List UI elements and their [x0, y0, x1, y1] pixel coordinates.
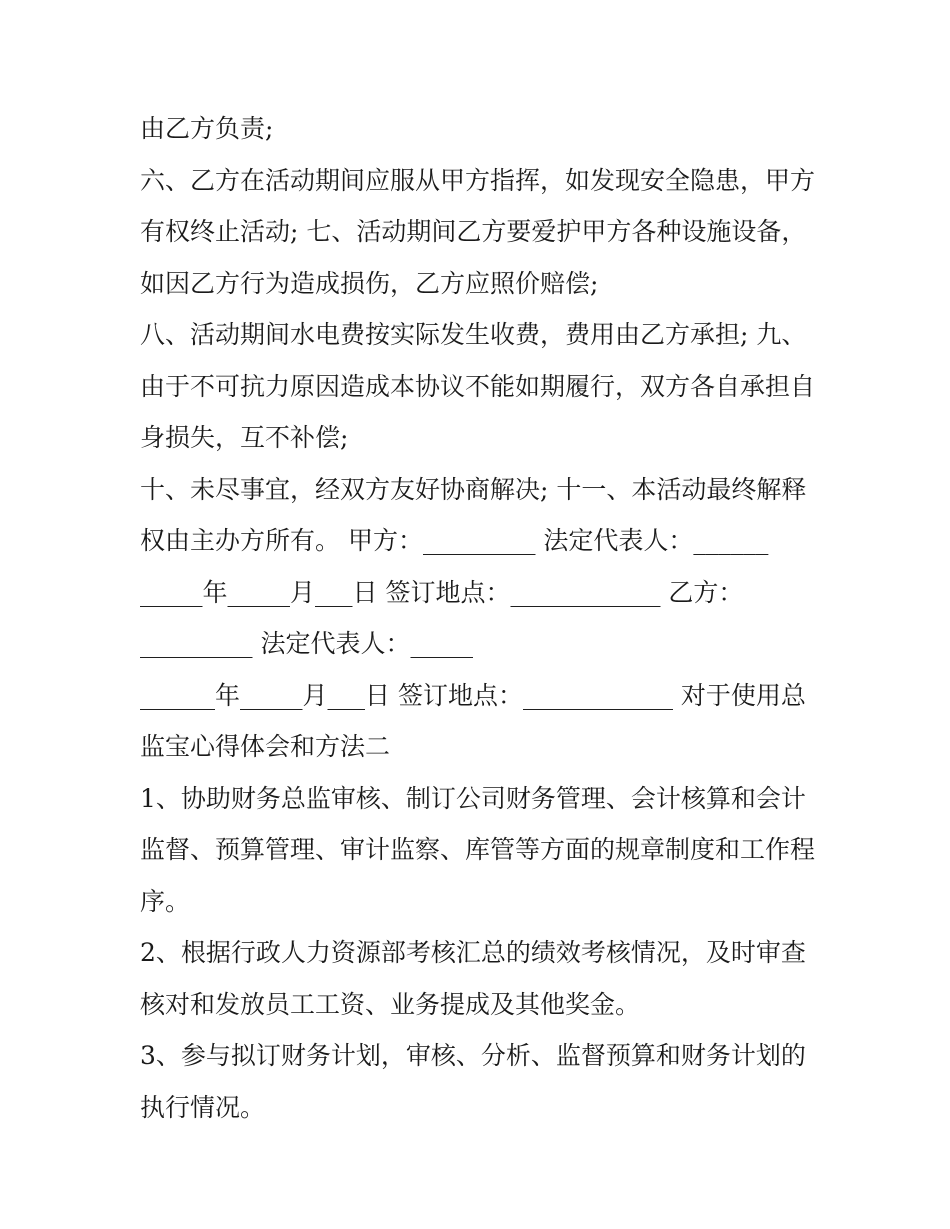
text-line: 1、协助财务总监审核、制订公司财务管理、会计核算和会计 [140, 783, 806, 813]
text-line: 2、根据行政人力资源部考核汇总的绩效考核情况，及时审查 [140, 938, 806, 967]
text-line: 由乙方负责; [140, 114, 274, 143]
text-line: 监宝心得体会和方法二 [140, 732, 391, 761]
text-line: 有权终止活动; 七、活动期间乙方要爱护甲方各种设施设备， [140, 217, 807, 246]
text-line: ______年_____月___日 签订地点：____________ 对于使用总 [140, 680, 806, 710]
text-line: 十、未尽事宜，经双方友好协商解决; 十一、本活动最终解释 [140, 474, 807, 504]
text-line: 序。 [140, 886, 191, 916]
text-line: 监督、预算管理、审计监察、库管等方面的规章制度和工作程 [140, 835, 816, 864]
text-line: 核对和发放员工工资、业务提成及其他奖金。 [140, 989, 641, 1019]
text-line: 八、活动期间水电费按实际发生收费，费用由乙方承担; 九、 [140, 320, 807, 349]
text-line: _____年_____月___日 签订地点：____________ 乙方： [140, 577, 744, 607]
text-line: _________ 法定代表人：_____ [140, 629, 473, 658]
document-body [140, 103, 820, 1133]
text-line: 执行情况。 [140, 1092, 266, 1122]
text-line: 六、乙方在活动期间应服从甲方指挥，如发现安全隐患，甲方 [140, 165, 816, 195]
text-line: 3、参与拟订财务计划，审核、分析、监督预算和财务计划的 [140, 1041, 806, 1070]
text-line: 权由主办方所有。 甲方：_________ 法定代表人：______ [140, 526, 769, 555]
text-line: 身损失，互不补偿; [140, 423, 349, 452]
text-line: 如因乙方行为造成损伤，乙方应照价赔偿; [140, 268, 599, 298]
text-line: 由于不可抗力原因造成本协议不能如期履行，双方各自承担自 [140, 371, 816, 401]
